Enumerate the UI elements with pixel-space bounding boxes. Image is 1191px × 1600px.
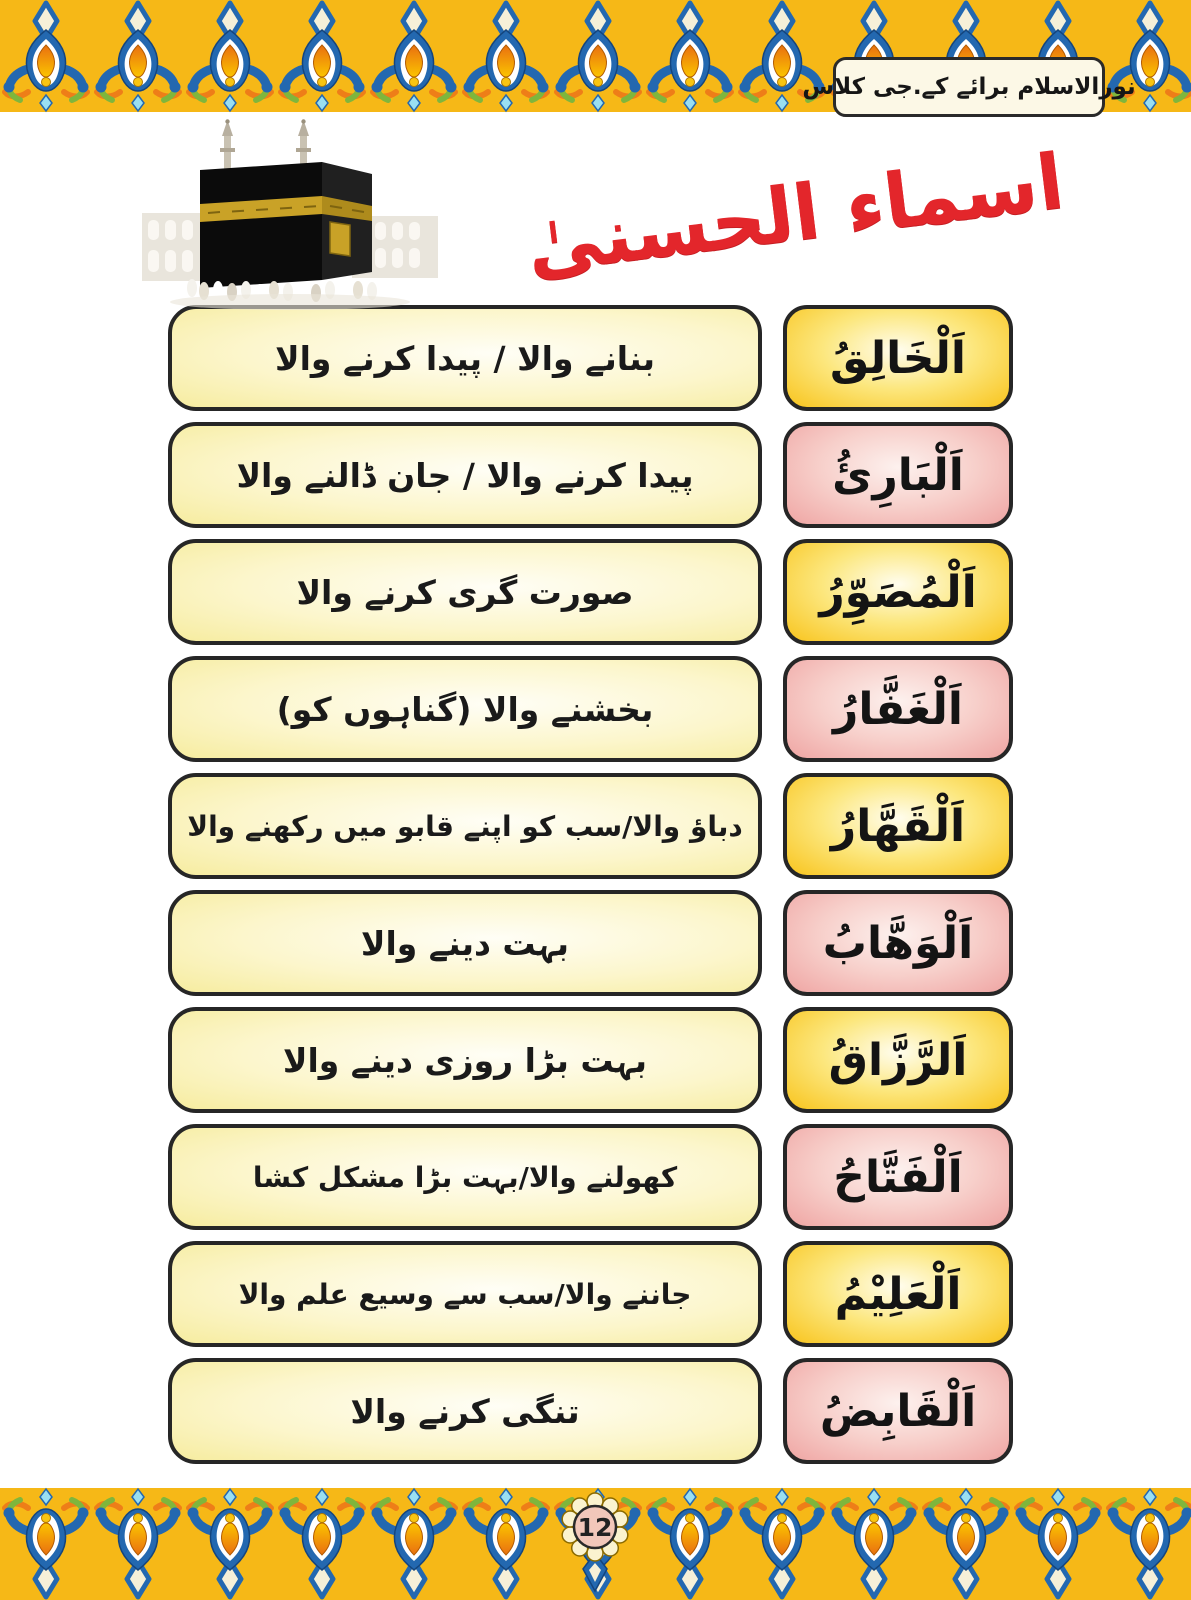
name-box (783, 1358, 1013, 1464)
list-item (0, 1358, 1191, 1464)
meaning-box (168, 656, 762, 762)
list-item (0, 305, 1191, 411)
name-box (783, 539, 1013, 645)
meaning-text: دباؤ والا/سب کو اپنے قابو میں رکھنے والا (187, 809, 743, 843)
kaaba-image (140, 118, 440, 313)
meaning-text: صورت گری کرنے والا (296, 572, 634, 612)
name-text: اَلْوَهَّابُ (822, 917, 974, 969)
list-item (0, 1124, 1191, 1230)
meaning-text: بنانے والا / پیدا کرنے والا (275, 338, 655, 378)
meaning-box (168, 773, 762, 879)
names-list (0, 305, 1191, 1475)
meaning-text: بخشنے والا (گناہوں کو) (276, 689, 654, 729)
list-item (0, 890, 1191, 996)
meaning-text: جاننے والا/سب سے وسیع علم والا (238, 1277, 692, 1311)
name-box (783, 656, 1013, 762)
meaning-text: تنگی کرنے والا (350, 1391, 580, 1431)
name-text: اَلْعَلِيْمُ (834, 1268, 962, 1320)
list-item (0, 773, 1191, 879)
meaning-box (168, 539, 762, 645)
meaning-text: کھولنے والا/بہت بڑا مشکل کشا (252, 1160, 678, 1194)
page-title-text: اسماء الحسنیٰ (521, 135, 1069, 291)
meaning-box (168, 422, 762, 528)
meaning-text: بہت بڑا روزی دینے والا (282, 1040, 648, 1080)
meaning-box (168, 1241, 762, 1347)
name-text: اَلْغَفَّارُ (833, 683, 963, 735)
header-title: نورالاسلام برائے کے.جی کلاس (802, 74, 1136, 100)
meaning-text: بہت دینے والا (360, 923, 570, 963)
meaning-text: پیدا کرنے والا / جان ڈالنے والا (236, 455, 694, 495)
page-number: 12 (577, 1513, 613, 1542)
list-item (0, 656, 1191, 762)
list-item (0, 539, 1191, 645)
meaning-box (168, 1007, 762, 1113)
name-box (783, 1241, 1013, 1347)
name-text: اَلْفَتَّاحُ (833, 1151, 963, 1203)
header-box (802, 57, 1136, 117)
list-item (0, 422, 1191, 528)
meaning-box (168, 890, 762, 996)
list-item (0, 1241, 1191, 1347)
page-title (521, 128, 1069, 298)
name-box (783, 1007, 1013, 1113)
meaning-box (168, 1124, 762, 1230)
page-number-flower (551, 1487, 639, 1599)
name-text: اَلْقَهَّارُ (830, 800, 966, 852)
name-text: اَلْخَالِقُ (829, 332, 967, 384)
name-box (783, 773, 1013, 879)
name-box (783, 1124, 1013, 1230)
meaning-box (168, 305, 762, 411)
name-box (783, 422, 1013, 528)
name-box (783, 305, 1013, 411)
name-text: اَلرَّزَّاقُ (828, 1034, 968, 1086)
name-text: اَلْقَابِضُ (819, 1385, 977, 1437)
name-box (783, 890, 1013, 996)
meaning-box (168, 1358, 762, 1464)
name-text: اَلْبَارِئُ (832, 449, 964, 501)
name-text: اَلْمُصَوِّرُ (819, 566, 977, 618)
list-item (0, 1007, 1191, 1113)
